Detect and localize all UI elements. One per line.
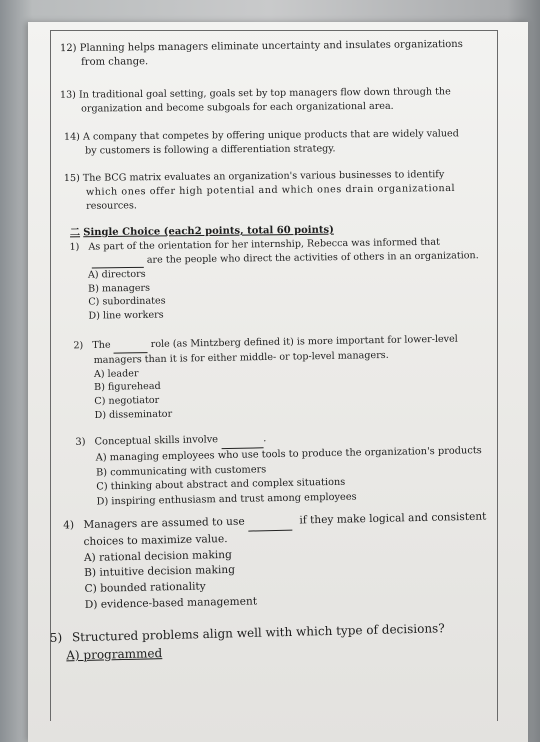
question-number: 15) xyxy=(63,172,80,185)
choice-question-2 xyxy=(73,333,459,423)
option-d: D) disseminator xyxy=(94,408,173,421)
option-b: B) intuitive decision making xyxy=(84,564,236,580)
option-d: D) evidence-based management xyxy=(84,595,258,611)
option-a: A) programmed xyxy=(66,646,163,663)
question-text: The BCG matrix evaluates an organization's various businesses to identify xyxy=(82,169,445,184)
question-number: 1) xyxy=(69,241,80,253)
question-number: 14) xyxy=(63,131,80,143)
question-15 xyxy=(64,168,456,214)
question-number: 4) xyxy=(63,519,75,532)
question-text: In traditional goal setting, goals set by top managers flow down through the xyxy=(78,86,451,101)
section-prefix: 二 xyxy=(69,227,81,239)
question-number: 3) xyxy=(75,436,86,448)
option-c: C) subordinates xyxy=(88,295,166,308)
question-text-cont: role (as Mintzberg defined it) is more important for lower-level xyxy=(150,333,458,351)
question-text: As part of the orientation for her internship, Rebecca was informed that xyxy=(88,236,440,253)
question-number: 5) xyxy=(49,630,63,645)
answer-blank xyxy=(221,432,263,449)
option-c: C) bounded rationality xyxy=(84,580,206,596)
section-title: Single Choice (each2 points, total 60 points) xyxy=(83,224,334,239)
question-text: Structured problems align well with which type of decisions? xyxy=(71,621,445,645)
choice-question-3 xyxy=(75,428,482,511)
answer-blank xyxy=(92,253,144,268)
option-b: B) managers xyxy=(88,282,151,295)
question-text: A company that competes by offering unique products that are widely valued xyxy=(82,128,459,143)
question-text: Managers are assumed to use xyxy=(83,515,245,532)
answer-blank xyxy=(114,338,148,353)
option-b: B) figurehead xyxy=(94,381,161,394)
question-text-cont: . xyxy=(263,433,267,445)
question-text-cont: from change. xyxy=(81,56,149,68)
question-text-cont: are the people who direct the activities of others in an organization. xyxy=(146,249,479,266)
question-14 xyxy=(64,127,459,158)
option-a: A) directors xyxy=(87,268,146,281)
question-text-cont: if they make logical and consistent xyxy=(299,510,487,527)
question-number: 12) xyxy=(59,42,77,55)
option-c: C) negotiator xyxy=(94,395,160,408)
option-a: A) rational decision making xyxy=(83,548,232,564)
question-text-cont: organization and become subgoals for each organizational area. xyxy=(81,100,394,115)
question-number: 2) xyxy=(73,340,84,352)
choice-question-1 xyxy=(69,235,479,323)
question-text: Planning helps managers eliminate uncertainty and insulates organizations xyxy=(79,38,463,54)
option-b: B) communicating with customers xyxy=(95,463,267,479)
option-a: A) leader xyxy=(93,367,139,380)
answer-blank xyxy=(248,514,292,532)
question-text-cont: choices to maximize value. xyxy=(83,532,228,548)
question-text: The xyxy=(92,339,111,352)
question-text: Conceptual skills involve xyxy=(94,434,219,448)
question-text-cont: which ones offer high potential and which ones drain organizational xyxy=(85,182,456,198)
question-12 xyxy=(60,38,463,70)
question-text-cont: managers than it is for either middle- or top-level managers. xyxy=(93,349,389,366)
question-number: 13) xyxy=(59,89,76,101)
option-c: C) thinking about abstract and complex situations xyxy=(96,477,346,493)
choice-question-4 xyxy=(63,510,488,615)
option-a: A) managing employees who use tools to produce the organization's products xyxy=(95,444,482,464)
question-13 xyxy=(60,85,451,116)
option-d: D) line workers xyxy=(88,309,164,322)
question-text-cont: by customers is following a differentiation strategy. xyxy=(85,143,336,157)
option-d: D) inspiring enthusiasm and trust among employees xyxy=(96,491,357,508)
question-text-cont: resources. xyxy=(86,200,137,212)
